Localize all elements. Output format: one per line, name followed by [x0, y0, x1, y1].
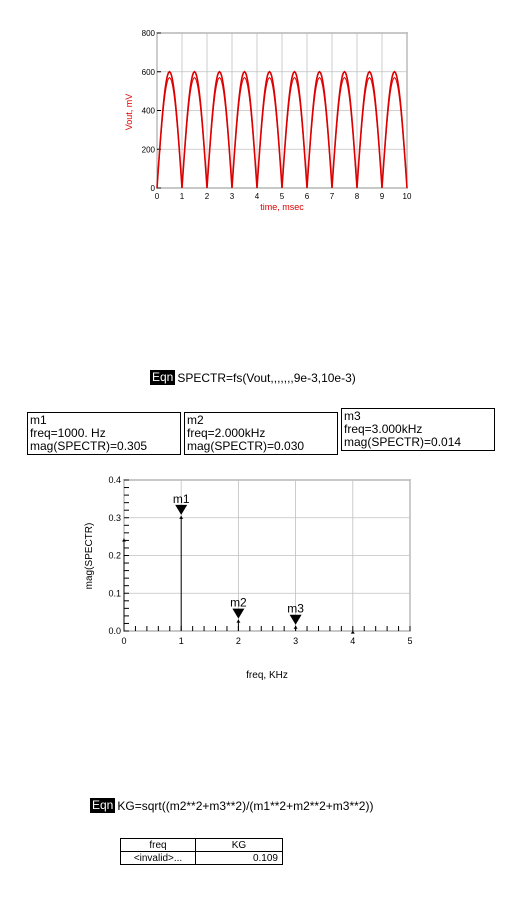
kg-equation-text: KG=sqrt((m2**2+m3**2)/(m1**2+m2**2+m3**2)) — [117, 798, 374, 813]
chart1-xtick-label: 10 — [402, 192, 412, 201]
chart2-xtick-label: 4 — [350, 636, 356, 646]
marker-readout-name: m1 — [30, 413, 47, 427]
chart1-xtick-label: 4 — [254, 192, 260, 201]
chart1-ylabel: Vout, mV — [124, 93, 134, 131]
marker-label: m3 — [287, 601, 304, 616]
marker-readout-mag: mag(SPECTR)=0.014 — [344, 435, 462, 449]
marker-readout-name: m3 — [344, 409, 361, 423]
chart2-xtick-label: 1 — [178, 636, 184, 646]
vout-time-chart — [120, 20, 420, 220]
chart2-xtick-label: 3 — [293, 636, 299, 646]
table-header-kg: KG — [196, 839, 283, 852]
chart1-xtick-label: 2 — [204, 192, 210, 201]
table-header-row — [121, 839, 283, 852]
marker-readout-freq: freq=2.000kHz — [187, 426, 266, 440]
chart2-ytick-label: 0.4 — [108, 475, 121, 485]
chart2-ytick-label: 0.0 — [108, 626, 121, 636]
chart2-ytick-label: 0.3 — [108, 512, 121, 523]
eqn-tag: Eqn — [92, 798, 114, 812]
chart1-ytick-label: 400 — [141, 106, 155, 116]
chart1-xtick-label: 7 — [329, 192, 335, 201]
marker-readout-m2[interactable] — [184, 412, 338, 455]
chart1-xtick-label: 6 — [304, 192, 310, 201]
eqn-tag: Eqn — [152, 370, 174, 384]
chart1-xlabel: time, msec — [260, 202, 304, 212]
chart1-xtick-label: 3 — [229, 192, 235, 201]
chart2-xtick-label: 5 — [407, 636, 413, 646]
chart1-ytick-label: 800 — [141, 29, 155, 38]
spectr-equation[interactable] — [150, 370, 356, 385]
marker-label: m2 — [230, 595, 247, 610]
table-cell-kg: 0.109 — [196, 852, 283, 865]
table-row — [121, 852, 283, 865]
marker-readout-freq: freq=1000. Hz — [30, 426, 106, 440]
chart2-ylabel: mag(SPECTR) — [84, 522, 95, 590]
marker-label: m1 — [172, 491, 190, 506]
chart1-xtick-label: 8 — [354, 192, 360, 201]
chart2-ytick-label: 0.2 — [108, 550, 121, 561]
chart2-xlabel: freq, KHz — [246, 670, 288, 681]
chart1-ytick-label: 200 — [141, 145, 155, 155]
chart1-xtick-label: 9 — [379, 192, 385, 201]
marker-readout-mag: mag(SPECTR)=0.030 — [187, 439, 305, 453]
chart1-ytick-label: 0 — [150, 184, 155, 193]
marker-readout-m1[interactable] — [27, 412, 181, 455]
chart1-xtick-label: 0 — [154, 192, 160, 201]
marker-readout-name: m2 — [187, 413, 204, 427]
table-cell-freq: <invalid>... — [121, 852, 196, 865]
chart2-ytick-label: 0.1 — [108, 588, 121, 599]
chart1-ytick-label: 600 — [141, 67, 155, 77]
chart2-xtick-label: 2 — [235, 636, 241, 646]
chart2-xtick-label: 0 — [121, 636, 127, 646]
spectrum-chart — [80, 470, 430, 685]
kg-equation[interactable] — [90, 798, 373, 813]
marker-readout-m3[interactable] — [341, 408, 495, 451]
marker-readout-mag: mag(SPECTR)=0.305 — [30, 439, 148, 453]
chart1-xtick-label: 5 — [279, 192, 285, 201]
marker-readout-freq: freq=3.000kHz — [344, 422, 423, 436]
table-header-freq: freq — [121, 839, 196, 852]
chart1-xtick-label: 1 — [179, 192, 185, 201]
spectr-equation-text: SPECTR=fs(Vout,,,,,,,9e-3,10e-3) — [177, 370, 356, 385]
result-table — [120, 838, 283, 865]
